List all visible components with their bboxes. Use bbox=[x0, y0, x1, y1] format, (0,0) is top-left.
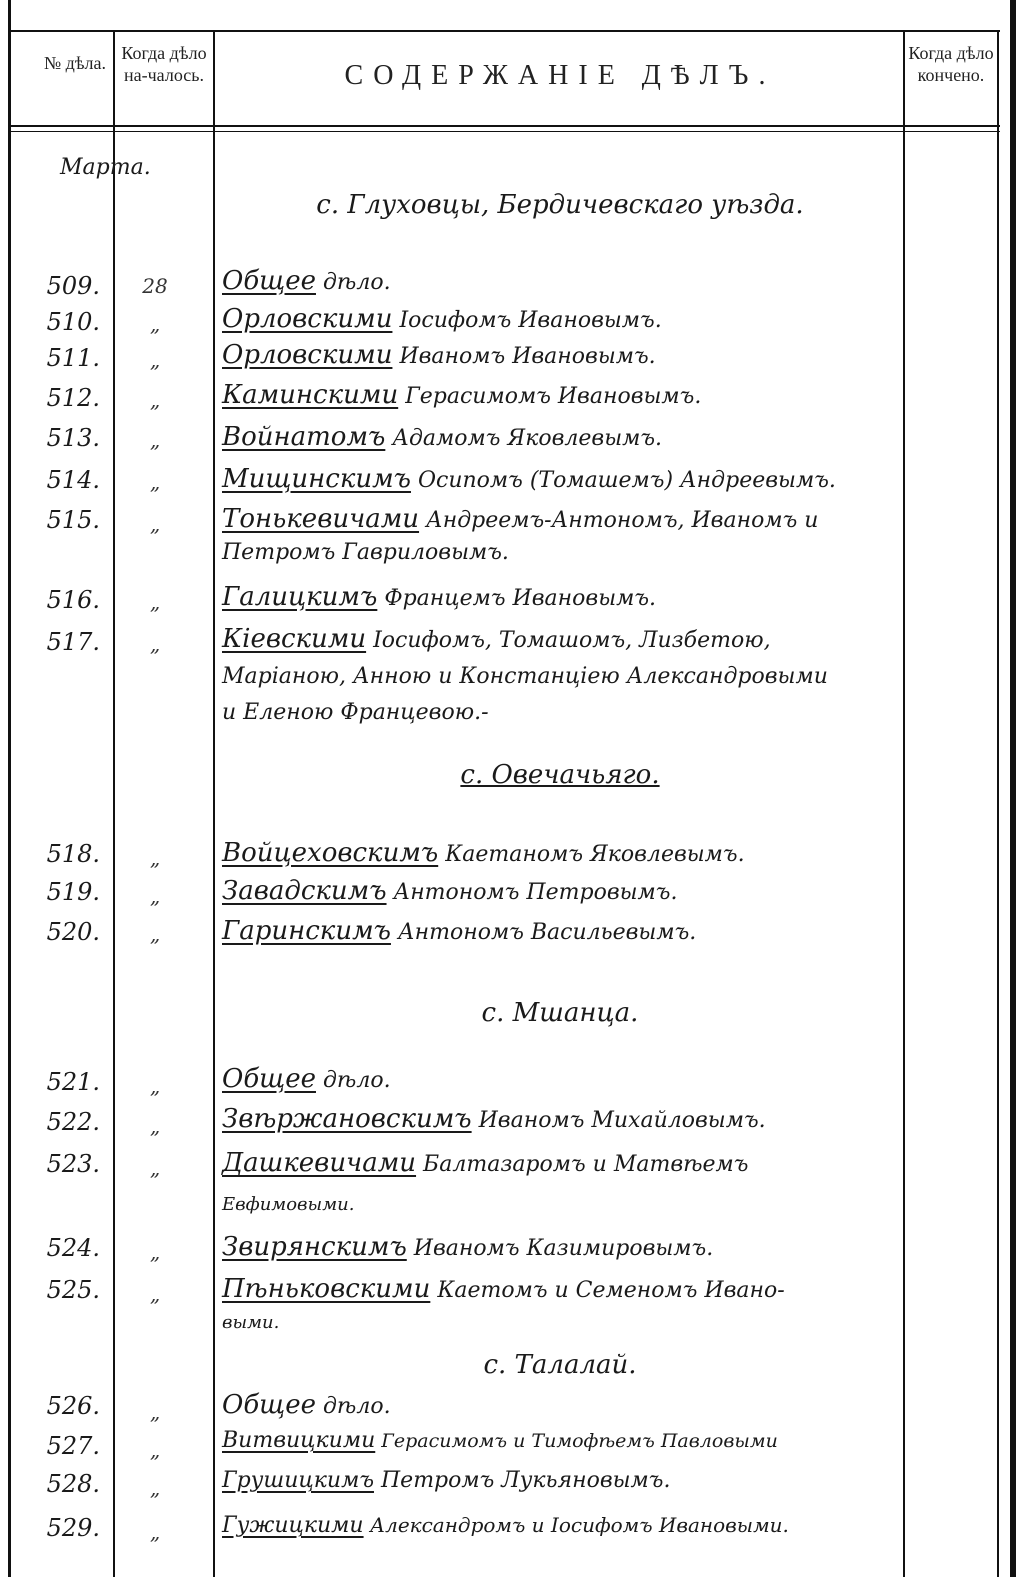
case-party: Войцеховскимъ bbox=[222, 838, 439, 868]
case-number: 510. bbox=[46, 308, 100, 336]
case-continuation: Маріаною, Анною и Констанціею Александровыми bbox=[222, 664, 828, 689]
case-party: Звѣржановскимъ bbox=[222, 1104, 472, 1134]
case-party: Общее bbox=[222, 266, 316, 296]
case-number: 527. bbox=[46, 1432, 100, 1460]
case-party: Войнатомъ bbox=[222, 422, 386, 452]
case-description bbox=[222, 1144, 912, 1184]
outer-right-border bbox=[997, 30, 999, 1577]
case-date: „ bbox=[149, 632, 161, 656]
case-description bbox=[222, 500, 912, 540]
case-description bbox=[222, 300, 912, 340]
case-date: „ bbox=[149, 512, 161, 536]
case-detail: Осипомъ (Томашемъ) Андреевымъ. bbox=[417, 468, 836, 493]
case-date: „ bbox=[149, 590, 161, 614]
village-heading: с. Овечачьяго. bbox=[460, 760, 660, 790]
header-bottom-rule bbox=[8, 125, 1000, 127]
case-number: 514. bbox=[46, 466, 100, 494]
case-date: „ bbox=[149, 1476, 161, 1500]
case-continuation: Евфимовыми. bbox=[222, 1194, 355, 1215]
case-detail: Каетаномъ Яковлевымъ. bbox=[445, 842, 745, 867]
case-party: Тонькевичами bbox=[222, 504, 420, 534]
month-label: Марта. bbox=[60, 155, 151, 180]
header-start-label: Когда дѣло на-чалось. bbox=[121, 43, 207, 85]
case-date: „ bbox=[149, 348, 161, 372]
page-title: СОДЕРЖАНІЕ ДѢЛЪ. bbox=[344, 60, 776, 91]
case-party: Орловскими bbox=[222, 340, 393, 370]
case-description bbox=[222, 834, 912, 874]
case-description bbox=[222, 460, 912, 500]
case-description bbox=[222, 620, 912, 660]
case-number: 528. bbox=[46, 1470, 100, 1498]
case-date: „ bbox=[149, 428, 161, 452]
case-description bbox=[222, 1228, 912, 1268]
case-detail: дѣло. bbox=[322, 1068, 391, 1093]
case-description bbox=[222, 1506, 912, 1545]
outer-left-border bbox=[8, 0, 11, 1577]
case-party: Мищинскимъ bbox=[222, 464, 411, 494]
case-number: 512. bbox=[46, 384, 100, 412]
column-rule-start bbox=[213, 30, 215, 1577]
case-date: „ bbox=[149, 1114, 161, 1138]
case-number: 521. bbox=[46, 1068, 100, 1096]
case-date: „ bbox=[149, 846, 161, 870]
case-number: 522. bbox=[46, 1108, 100, 1136]
case-date: „ bbox=[149, 1240, 161, 1264]
case-continuation: выми. bbox=[222, 1312, 280, 1333]
case-date: „ bbox=[149, 312, 161, 336]
case-detail: Герасимомъ и Тимофѣемъ Павловыми bbox=[381, 1430, 778, 1452]
case-description bbox=[222, 1100, 912, 1140]
case-number: 524. bbox=[46, 1234, 100, 1262]
case-number: 525. bbox=[46, 1276, 100, 1304]
case-party: Общее bbox=[222, 1390, 316, 1420]
case-date: „ bbox=[149, 922, 161, 946]
case-number: 519. bbox=[46, 878, 100, 906]
case-party: Каминскими bbox=[222, 380, 399, 410]
case-date: „ bbox=[149, 388, 161, 412]
case-description bbox=[222, 418, 912, 458]
header-end-label: Когда дѣло кончено. bbox=[908, 43, 994, 85]
case-description bbox=[222, 336, 912, 376]
case-detail: Александромъ и Іосифомъ Ивановыми. bbox=[369, 1513, 789, 1537]
case-party: Звирянскимъ bbox=[222, 1232, 407, 1262]
header-number-label: № дѣла. bbox=[43, 53, 107, 73]
village-heading: с. Мшанца. bbox=[481, 998, 639, 1028]
case-detail: Іосифомъ, Томашомъ, Лизбетою, bbox=[373, 628, 771, 653]
case-party: Витвицкими bbox=[222, 1428, 376, 1453]
case-detail: Иваномъ Ивановымъ. bbox=[399, 344, 656, 369]
case-number: 518. bbox=[46, 840, 100, 868]
case-party: Галицкимъ bbox=[222, 582, 378, 612]
case-detail: Антономъ Васильевымъ. bbox=[397, 920, 697, 945]
header-bottom-rule-2 bbox=[8, 131, 1000, 132]
case-description bbox=[222, 872, 912, 912]
case-description bbox=[222, 1386, 912, 1426]
case-party: Дашкевичами bbox=[222, 1148, 417, 1178]
case-date: „ bbox=[149, 1400, 161, 1424]
case-continuation: Петромъ Гавриловымъ. bbox=[222, 540, 509, 565]
case-detail: Каетомъ и Семеномъ Ивано- bbox=[437, 1278, 785, 1303]
case-detail: Иваномъ Казимировымъ. bbox=[413, 1236, 714, 1261]
case-date: „ bbox=[149, 1156, 161, 1180]
case-date: „ bbox=[149, 1438, 161, 1462]
case-detail: дѣло. bbox=[322, 1394, 391, 1419]
case-number: 516. bbox=[46, 586, 100, 614]
case-party: Кіевскими bbox=[222, 624, 367, 654]
case-continuation: и Еленою Францевою.- bbox=[222, 700, 489, 725]
case-number: 509. bbox=[46, 272, 100, 300]
case-number: 529. bbox=[46, 1514, 100, 1542]
column-rule-number bbox=[113, 30, 115, 1577]
village-heading: с. Глуховцы, Бердичевскаго уѣзда. bbox=[316, 190, 804, 220]
case-party: Гужицкими bbox=[222, 1513, 364, 1538]
case-description bbox=[222, 1462, 912, 1500]
header-top-rule bbox=[8, 30, 1000, 32]
case-party: Орловскими bbox=[222, 304, 393, 334]
case-detail: Адамомъ Яковлевымъ. bbox=[392, 426, 663, 451]
case-date: „ bbox=[149, 1074, 161, 1098]
case-party: Общее bbox=[222, 1064, 316, 1094]
case-detail: Иваномъ Михайловымъ. bbox=[478, 1108, 766, 1133]
case-number: 513. bbox=[46, 424, 100, 452]
village-heading: с. Талалай. bbox=[483, 1350, 637, 1380]
case-number: 526. bbox=[46, 1392, 100, 1420]
case-date: 28 bbox=[142, 274, 168, 298]
case-date: „ bbox=[149, 1520, 161, 1544]
case-number: 517. bbox=[46, 628, 100, 656]
case-detail: Іосифомъ Ивановымъ. bbox=[399, 308, 662, 333]
case-description bbox=[222, 1060, 912, 1100]
case-date: „ bbox=[149, 470, 161, 494]
case-description bbox=[222, 1270, 912, 1310]
case-description bbox=[222, 578, 912, 618]
case-number: 511. bbox=[46, 344, 100, 372]
case-number: 515. bbox=[46, 506, 100, 534]
case-party: Грушицкимъ bbox=[222, 1468, 374, 1493]
outer-right-shadow bbox=[1010, 0, 1016, 1577]
case-description bbox=[222, 912, 912, 952]
case-party: Гаринскимъ bbox=[222, 916, 391, 946]
case-party: Пѣньковскими bbox=[222, 1274, 431, 1304]
case-detail: Андреемъ-Антономъ, Иваномъ и bbox=[426, 508, 819, 533]
case-number: 520. bbox=[46, 918, 100, 946]
case-detail: дѣло. bbox=[322, 270, 391, 295]
case-description bbox=[222, 376, 912, 416]
case-description bbox=[222, 1422, 912, 1460]
case-detail: Герасимомъ Ивановымъ. bbox=[405, 384, 702, 409]
case-detail: Францемъ Ивановымъ. bbox=[384, 586, 657, 611]
case-detail: Петромъ Лукьяновымъ. bbox=[380, 1468, 671, 1493]
case-date: „ bbox=[149, 1282, 161, 1306]
case-description bbox=[222, 262, 912, 302]
case-number: 523. bbox=[46, 1150, 100, 1178]
case-date: „ bbox=[149, 884, 161, 908]
case-detail: Антономъ Петровымъ. bbox=[393, 880, 678, 905]
case-detail: Балтазаромъ и Матвѣемъ bbox=[423, 1152, 749, 1177]
case-party: Завадскимъ bbox=[222, 876, 387, 906]
